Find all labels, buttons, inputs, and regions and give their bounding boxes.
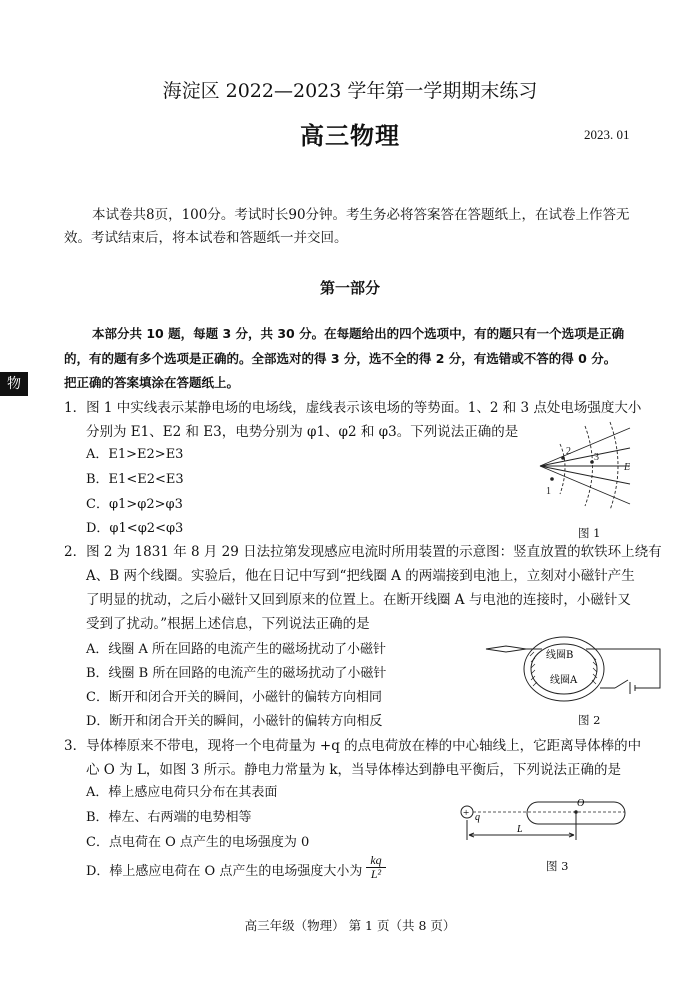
compass-needle: [486, 646, 526, 652]
figure-3-conductor-rod: [455, 790, 655, 850]
q2-stem-line-4: 受到了扰动。”根据上述信息，下列说法正确的是: [86, 616, 370, 632]
q3-stem-line-2: 心 O 为 L，如图 3 所示。静电力常量为 k，当导体棒达到静电平衡后，下列说法正确的是: [86, 762, 622, 778]
q2-option-a: A．线圈 A 所在回路的电流产生的磁场扰动了小磁针: [86, 642, 387, 657]
exam-title: 海淀区 2022—2023 学年第一学期期末练习: [162, 80, 538, 102]
label-3: 3: [594, 452, 599, 463]
q1-option-a: A．E1>E2>E3: [86, 447, 184, 462]
svg-text:q: q: [475, 812, 480, 823]
point-2: [561, 456, 565, 460]
switch: [615, 680, 628, 688]
q1-option-c: C．φ1>φ2>φ3: [86, 497, 183, 512]
figure-2-faraday-ring: [480, 628, 670, 710]
figure-3-caption: 图 3: [546, 859, 569, 873]
q3-stem-line-1: 3．导体棒原来不带电，现将一个电荷量为 +q 的点电荷放在棒的中心轴线上，它距离导体棒的中: [64, 738, 642, 754]
q2-stem-line-2: A、B 两个线圈。实验后，他在日记中写到“把线圈 A 的两端接到电池上，立刻对小磁针产生: [86, 568, 635, 584]
q1-option-d: D．φ1<φ2<φ3: [86, 521, 184, 536]
exam-date: 2023. 01: [584, 127, 630, 142]
q1-stem-line-2: 分别为 E1、E2 和 E3，电势分别为 φ1、φ2 和 φ3。下列说法正确的是: [86, 424, 519, 440]
svg-text:O: O: [577, 798, 585, 809]
field-line: [540, 466, 630, 484]
label-e: E: [624, 462, 631, 473]
point-1: [550, 477, 554, 481]
coil-a-label: 线圈A: [550, 675, 578, 686]
section-intro-line-1: 本部分共 10 题，每题 3 分，共 30 分。在每题给出的四个选项中，有的题只有一个选项是正确: [92, 326, 625, 341]
field-line: [540, 466, 630, 504]
iron-ring: [524, 637, 604, 701]
q1-stem-line-1: 1．图 1 中实线表示某静电场的电场线，虚线表示该电场的等势面。1、2 和 3 点处电场强度大小: [64, 400, 642, 416]
q3-option-d: D．棒上感应电荷在 O 点产生的电场强度大小为: [86, 864, 363, 879]
point-o: [574, 810, 578, 814]
fraction-denominator: L²: [370, 867, 382, 881]
q3-option-c: C．点电荷在 O 点产生的电场强度为 0: [86, 835, 310, 850]
svg-text:L: L: [517, 824, 523, 835]
intro-line-1: 本试卷共8页，100分。考试时长90分钟。考生务必将答案答在答题纸上，在试卷上作答无: [92, 207, 630, 223]
q1-option-b: B．E1<E2<E3: [86, 472, 184, 487]
page-footer: 高三年级（物理） 第 1 页（共 8 页）: [244, 918, 456, 933]
battery-icon: [630, 682, 635, 694]
svg-text:+: +: [463, 807, 470, 819]
section-intro-line-2: 的，有的题有多个选项是正确的。全部选对的得 3 分，选不全的得 2 分，有选错或不答的得 0 分。: [64, 351, 617, 366]
label-2: 2: [566, 446, 571, 457]
subject-title: 高三物理: [300, 121, 400, 150]
q3-option-b: B．棒左、右两端的电势相等: [86, 810, 252, 825]
fraction-numerator: kq: [366, 854, 386, 868]
figure-2-caption: 图 2: [578, 713, 601, 727]
q3-fraction: [366, 854, 386, 881]
intro-line-2: 效。考试结束后，将本试卷和答题纸一并交回。: [64, 230, 348, 246]
equipotential-line: [560, 444, 565, 494]
section-intro-line-3: 把正确的答案填涂在答题纸上。: [64, 375, 240, 390]
q3-option-a: A．棒上感应电荷只分布在其表面: [86, 785, 278, 800]
q2-option-c: C．断开和闭合开关的瞬间，小磁针的偏转方向相同: [86, 690, 382, 705]
label-1: 1: [546, 486, 551, 497]
figure-1-caption: 图 1: [578, 526, 601, 540]
field-line: [540, 448, 630, 466]
figure-1-electric-field: [530, 414, 640, 514]
q2-stem-line-3: 了明显的扰动，之后小磁针又回到原来的位置上。在断开线圈 A 与电池的连接时，小磁针又: [86, 592, 631, 608]
q2-option-b: B．线圈 B 所在回路的电流产生的磁场扰动了小磁针: [86, 666, 387, 681]
q2-option-d: D．断开和闭合开关的瞬间，小磁针的偏转方向相反: [86, 714, 383, 729]
section-title: 第一部分: [319, 279, 380, 297]
coil-b-label: 线圈B: [546, 650, 574, 661]
q2-stem-line-1: 2．图 2 为 1831 年 8 月 29 日法拉第发现感应电流时所用装置的示意图：竖直放置的软铁环上绕有: [64, 544, 662, 560]
subject-side-tab: 物: [0, 372, 28, 396]
